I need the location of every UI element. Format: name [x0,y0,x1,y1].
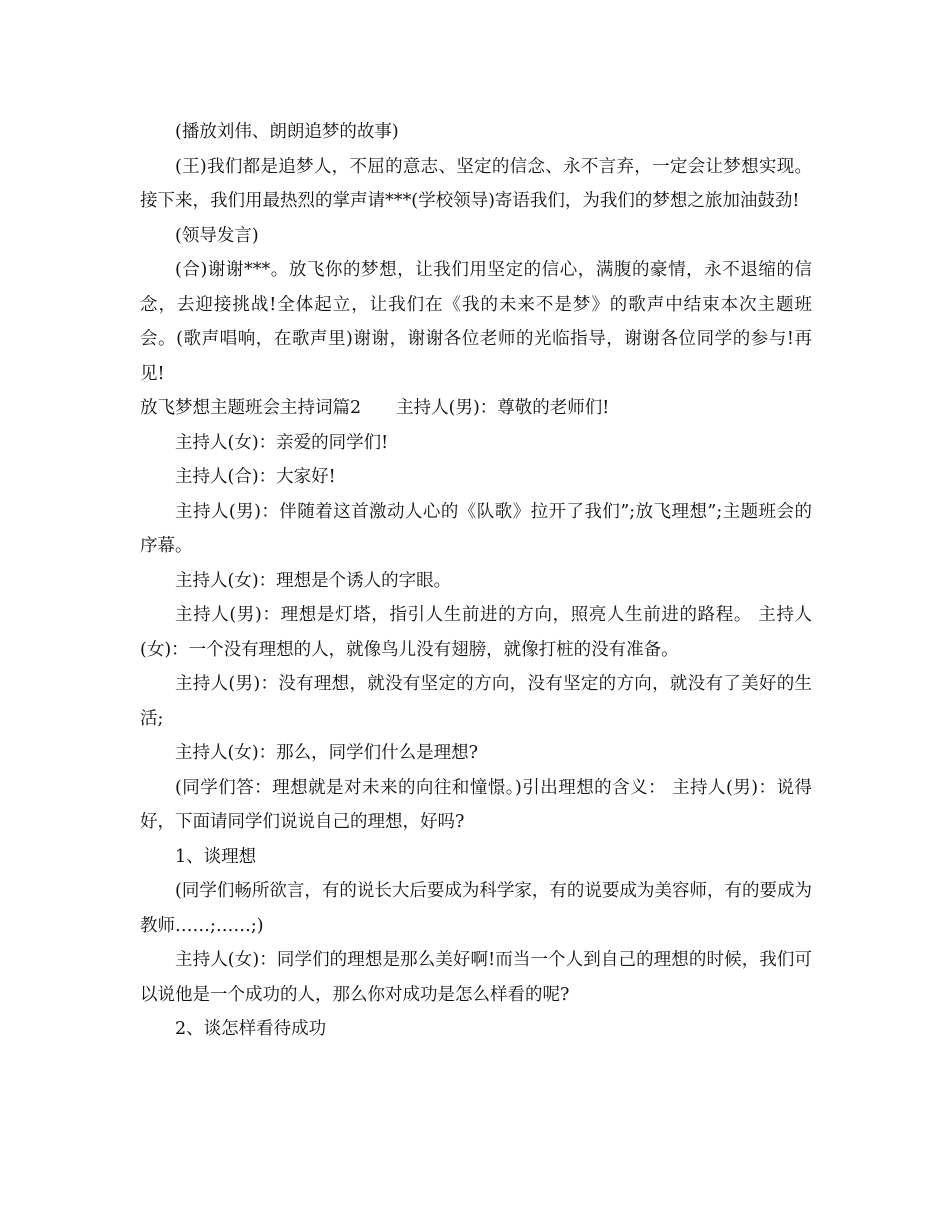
paragraph-1: (播放刘伟、朗朗追梦的故事) [175,122,399,142]
paragraph-2: (王)我们都是追梦人，不屈的意志、坚定的信念、永不言弃，一定会让梦想实现。接下来，我们用最热烈的掌声请***(学校领导)寄语我们，为我们的梦想之旅加油鼓劲! [140,156,812,211]
paragraph-11: 主持人(男)：没有理想，就没有坚定的方向，没有坚定的方向，就没有了美好的生活; [140,674,812,729]
paragraph-3: (领导发言) [175,225,259,246]
paragraph-9: 主持人(女)：理想是个诱人的字眼。 [175,570,452,591]
paragraph-8: 主持人(男)：伴随着这首激动人心的《队歌》拉开了我们”;放飞理想”;主题班会的序幕。 [140,501,812,556]
paragraph-15: (同学们畅所欲言，有的说长大后要成为科学家，有的说要成为美容师，有的要成为教师……;……;) [140,881,812,936]
paragraph-6: 主持人(女)：亲爱的同学们! [175,432,389,453]
paragraph-12: 主持人(女)：那么，同学们什么是理想? [175,743,479,763]
document-body [140,115,812,1047]
paragraph-17: 2、谈怎样看待成功 [175,1019,327,1039]
paragraph-14: 1、谈理想 [175,846,257,867]
paragraph-7: 主持人(合)：大家好! [175,467,336,487]
paragraph-4: (合)谢谢***。放飞你的梦想，让我们用坚定的信心，满腹的豪情，永不退缩的信念，去迎接挑战!全体起立，让我们在《我的未来不是梦》的歌声中结束本次主题班会。(歌声唱响，在歌声里)谢谢，谢谢各位老师的光临指导，谢谢各位同学的参与!再见! [140,260,812,384]
paragraph-16: 主持人(女)：同学们的理想是那么美好啊!而当一个人到自己的理想的时候，我们可以说他是一个成功的人，那么你对成功是怎么样看的呢? [140,950,812,1005]
paragraph-10: 主持人(男)：理想是灯塔，指引人生前进的方向，照亮人生前进的路程。 主持人(女)：一个没有理想的人，就像鸟儿没有翅膀，就像打桩的没有准备。 [140,605,812,660]
section-heading: 放飞梦想主题班会主持词篇2 主持人(男)：尊敬的老师们! [140,398,610,418]
paragraph-13: (同学们答：理想就是对未来的向往和憧憬。)引出理想的含义： 主持人(男)：说得好，下面请同学们说说自己的理想，好吗? [140,777,812,832]
